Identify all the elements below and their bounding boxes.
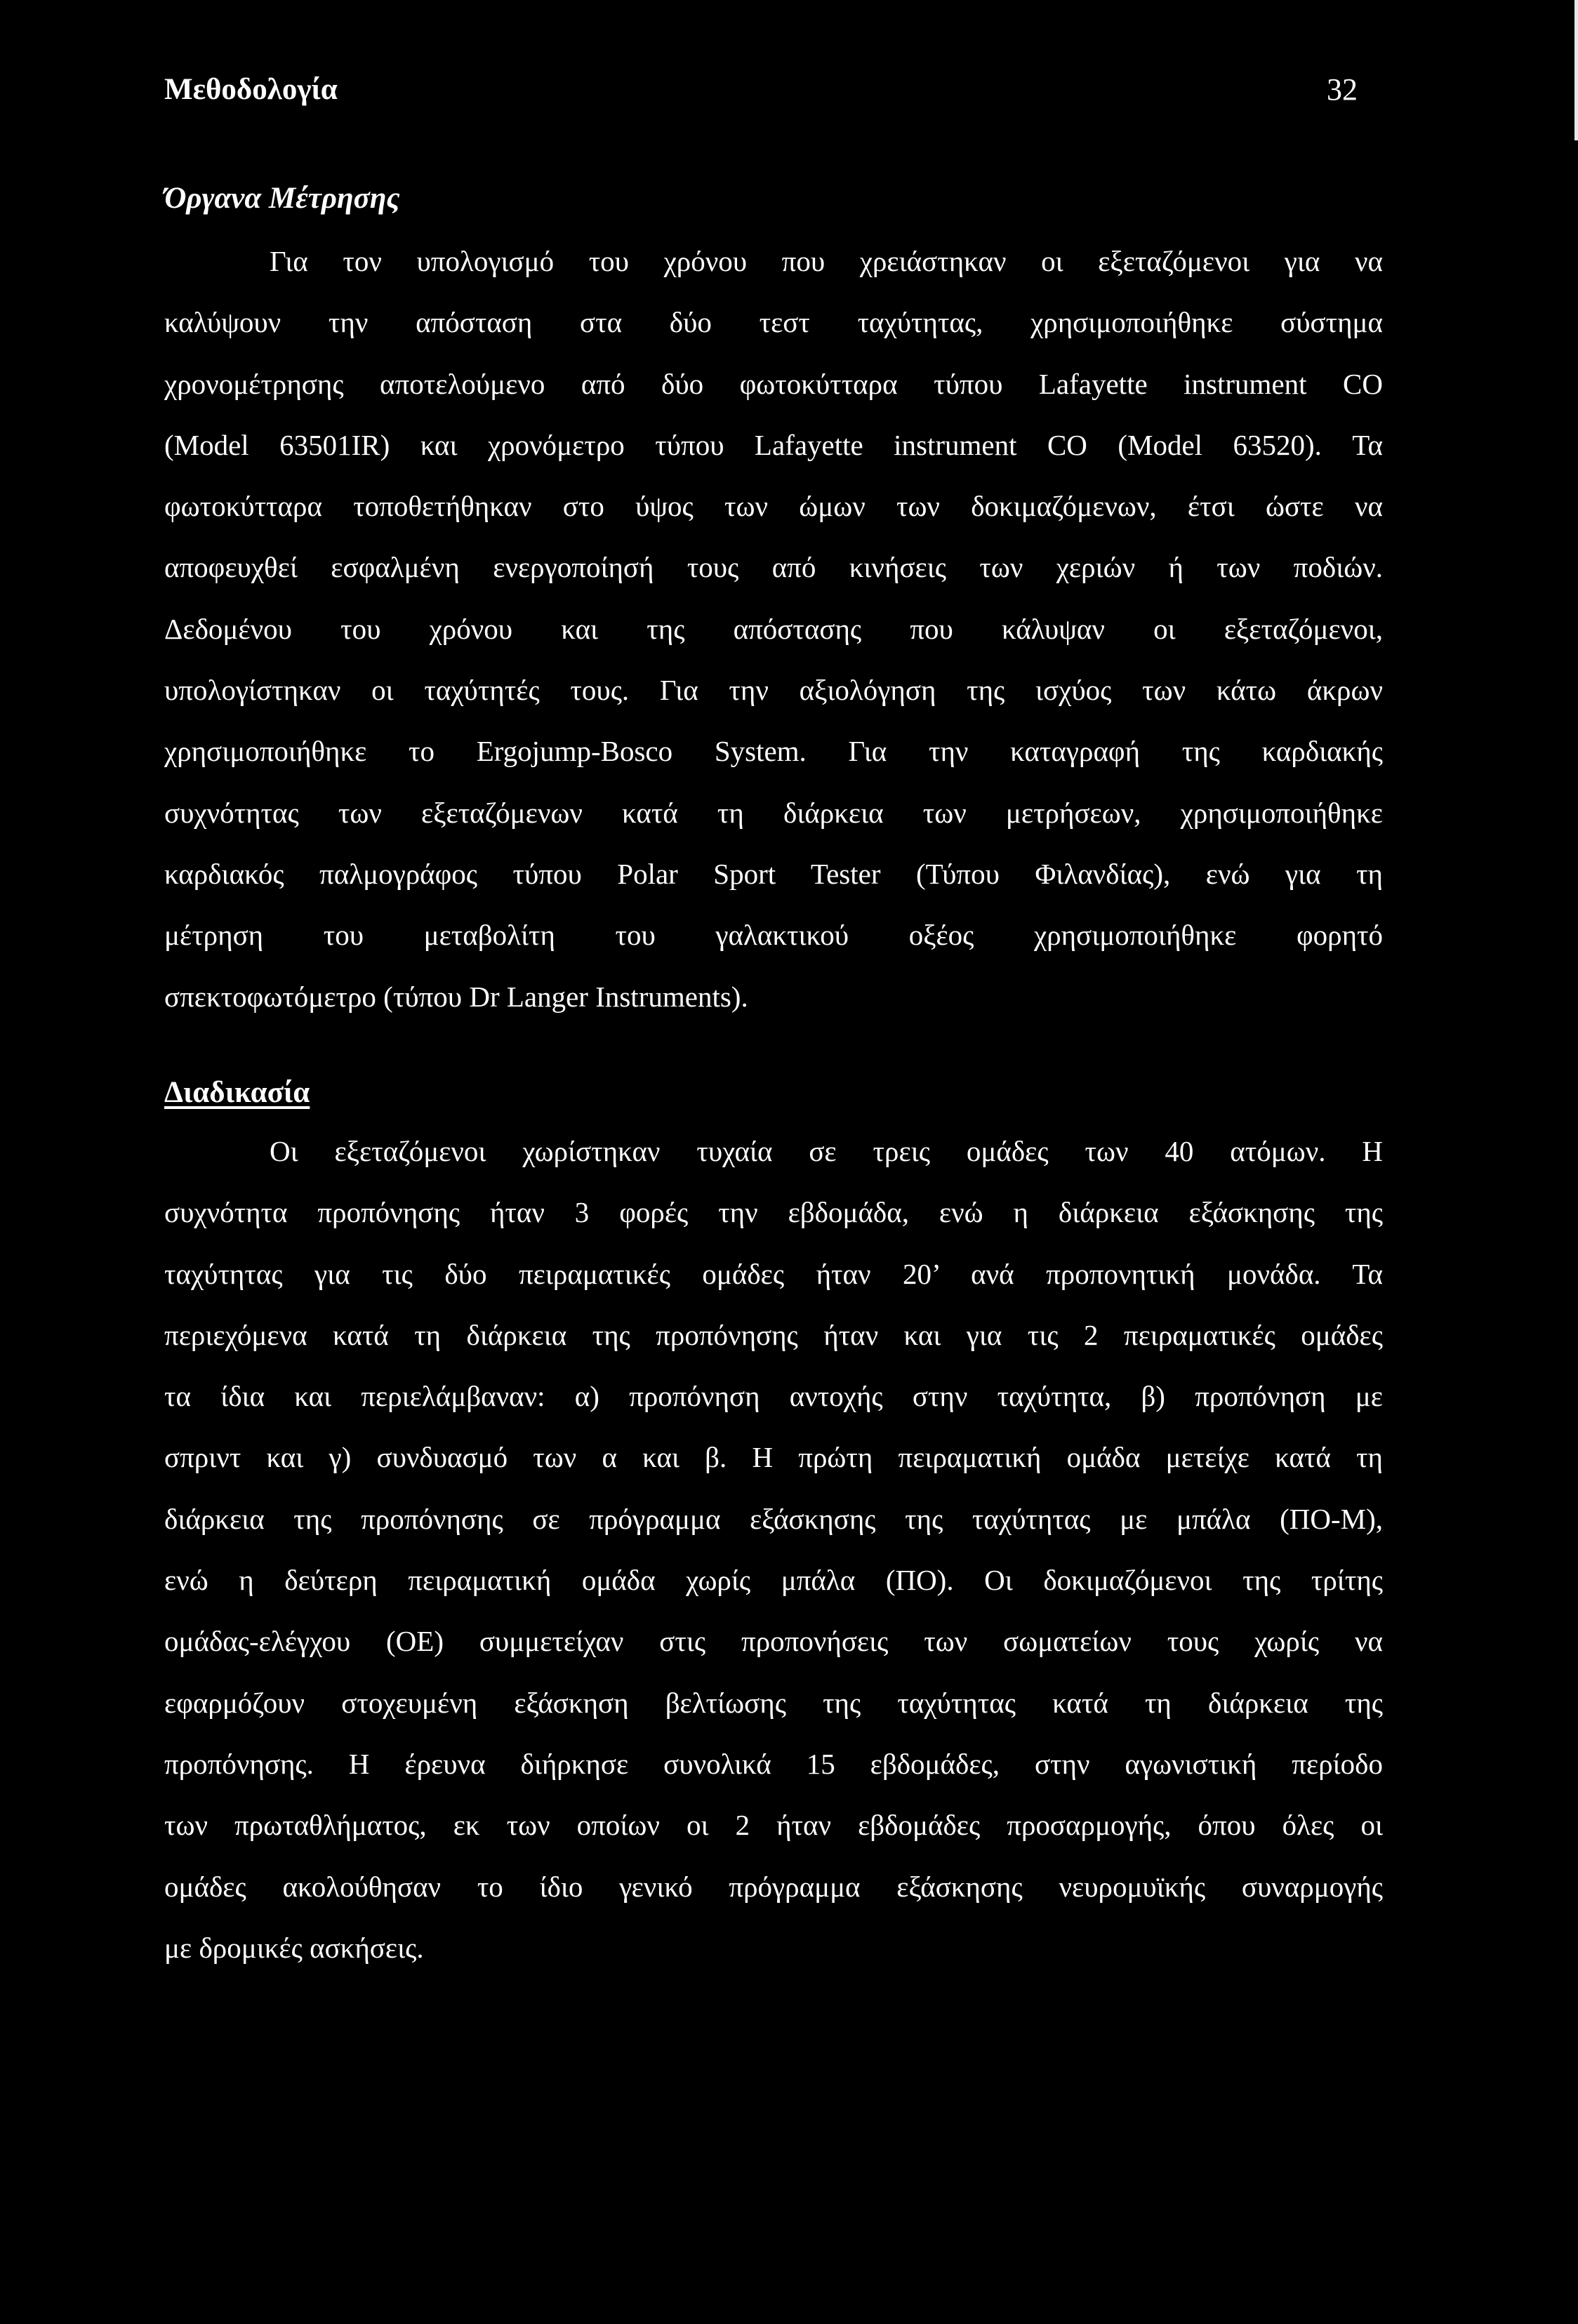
paragraph-procedure	[164, 1130, 1383, 1988]
text-line: σπριντ και γ) συνδυασμό των α και β. Η πρώτη πειραματική ομάδα μετείχε κατά τη	[164, 1441, 1383, 1474]
text-line: ομάδας-ελέγχου (ΟΕ) συμμετείχαν στις προπονήσεις των σωματείων τους χωρίς να	[164, 1625, 1383, 1658]
text-line: καλύψουν την απόσταση στα δύο τεστ ταχύτητας, χρησιμοποιήθηκε σύστημα	[164, 306, 1383, 339]
text-line: ενώ η δεύτερη πειραματική ομάδα χωρίς μπάλα (ΠΟ). Οι δοκιμαζόμενοι της τρίτης	[164, 1564, 1383, 1597]
scan-edge-mark	[1574, 0, 1578, 140]
text-line: καρδιακός παλμογράφος τύπου Polar Sport Tester (Τύπου Φιλανδίας), ενώ για τη	[164, 857, 1383, 890]
text-line: μέτρηση του μεταβολίτη του γαλακτικού οξέος χρησιμοποιήθηκε φορητό	[164, 919, 1383, 952]
text-line: των πρωταθλήματος, εκ των οποίων οι 2 ήταν εβδομάδες προσαρμογής, όπου όλες οι	[164, 1809, 1383, 1842]
text-line: Οι εξεταζόμενοι χωρίστηκαν τυχαία σε τρεις ομάδες των 40 ατόμων. Η	[270, 1135, 1383, 1167]
text-line: υπολογίστηκαν οι ταχύτητές τους. Για την αξιολόγηση της ισχύος των κάτω άκρων	[164, 674, 1383, 707]
text-line: εφαρμόζουν στοχευμένη εξάσκηση βελτίωσης της ταχύτητας κατά τη διάρκεια της	[164, 1686, 1383, 1719]
section-heading-procedure: Διαδικασία	[164, 1076, 310, 1109]
text-line: αποφευχθεί εσφαλμένη ενεργοποίησή τους από κινήσεις των χεριών ή των ποδιών.	[164, 551, 1383, 584]
text-line: διάρκεια της προπόνησης σε πρόγραμμα εξάσκησης της ταχύτητας με μπάλα (ΠΟ-Μ),	[164, 1502, 1383, 1535]
text-line: προπόνησης. Η έρευνα διήρκησε συνολικά 15 εβδομάδες, στην αγωνιστική περίοδο	[164, 1747, 1383, 1780]
page-number: 32	[1327, 72, 1358, 107]
text-line: περιεχόμενα κατά τη διάρκεια της προπόνησης ήταν και για τις 2 πειραματικές ομάδες	[164, 1318, 1383, 1351]
text-line: ομάδες ακολούθησαν το ίδιο γενικό πρόγραμμα εξάσκησης νευρομυϊκής συναρμογής	[164, 1870, 1383, 1903]
header-title: Μεθοδολογία	[164, 73, 338, 106]
text-line: τα ίδια και περιελάμβαναν: α) προπόνηση αντοχής στην ταχύτητα, β) προπόνηση με	[164, 1380, 1383, 1413]
text-line: Δεδομένου του χρόνου και της απόστασης που κάλυψαν οι εξεταζόμενοι,	[164, 612, 1383, 645]
text-line: συχνότητας των εξεταζόμενων κατά τη διάρκεια των μετρήσεων, χρησιμοποιήθηκε	[164, 796, 1383, 829]
text-line: Για τον υπολογισμό του χρόνου που χρειάστηκαν οι εξεταζόμενοι για να	[270, 245, 1383, 277]
text-line: χρονομέτρησης αποτελούμενο από δύο φωτοκύτταρα τύπου Lafayette instrument CO	[164, 367, 1383, 400]
text-line: (Model 63501IR) και χρονόμετρο τύπου Lafayette instrument CO (Model 63520). Τα	[164, 428, 1383, 461]
section-heading-instruments: Όργανα Μέτρησης	[164, 182, 400, 215]
text-line: συχνότητα προπόνησης ήταν 3 φορές την εβδομάδα, ενώ η διάρκεια εξάσκησης της	[164, 1196, 1383, 1229]
running-header	[164, 69, 1358, 111]
text-line: φωτοκύτταρα τοποθετήθηκαν στο ύψος των ώμων των δοκιμαζόμενων, έτσι ώστε να	[164, 490, 1383, 523]
text-line: χρησιμοποιήθηκε το Ergojump-Bosco System. Για την καταγραφή της καρδιακής	[164, 735, 1383, 768]
text-line: σπεκτοφωτόμετρο (τύπου Dr Langer Instruments).	[164, 980, 748, 1013]
paragraph-instruments	[164, 240, 1383, 1037]
text-line: με δρομικές ασκήσεις.	[164, 1931, 424, 1964]
text-line: ταχύτητας για τις δύο πειραματικές ομάδες ήταν 20’ ανά προπονητική μονάδα. Τα	[164, 1257, 1383, 1290]
